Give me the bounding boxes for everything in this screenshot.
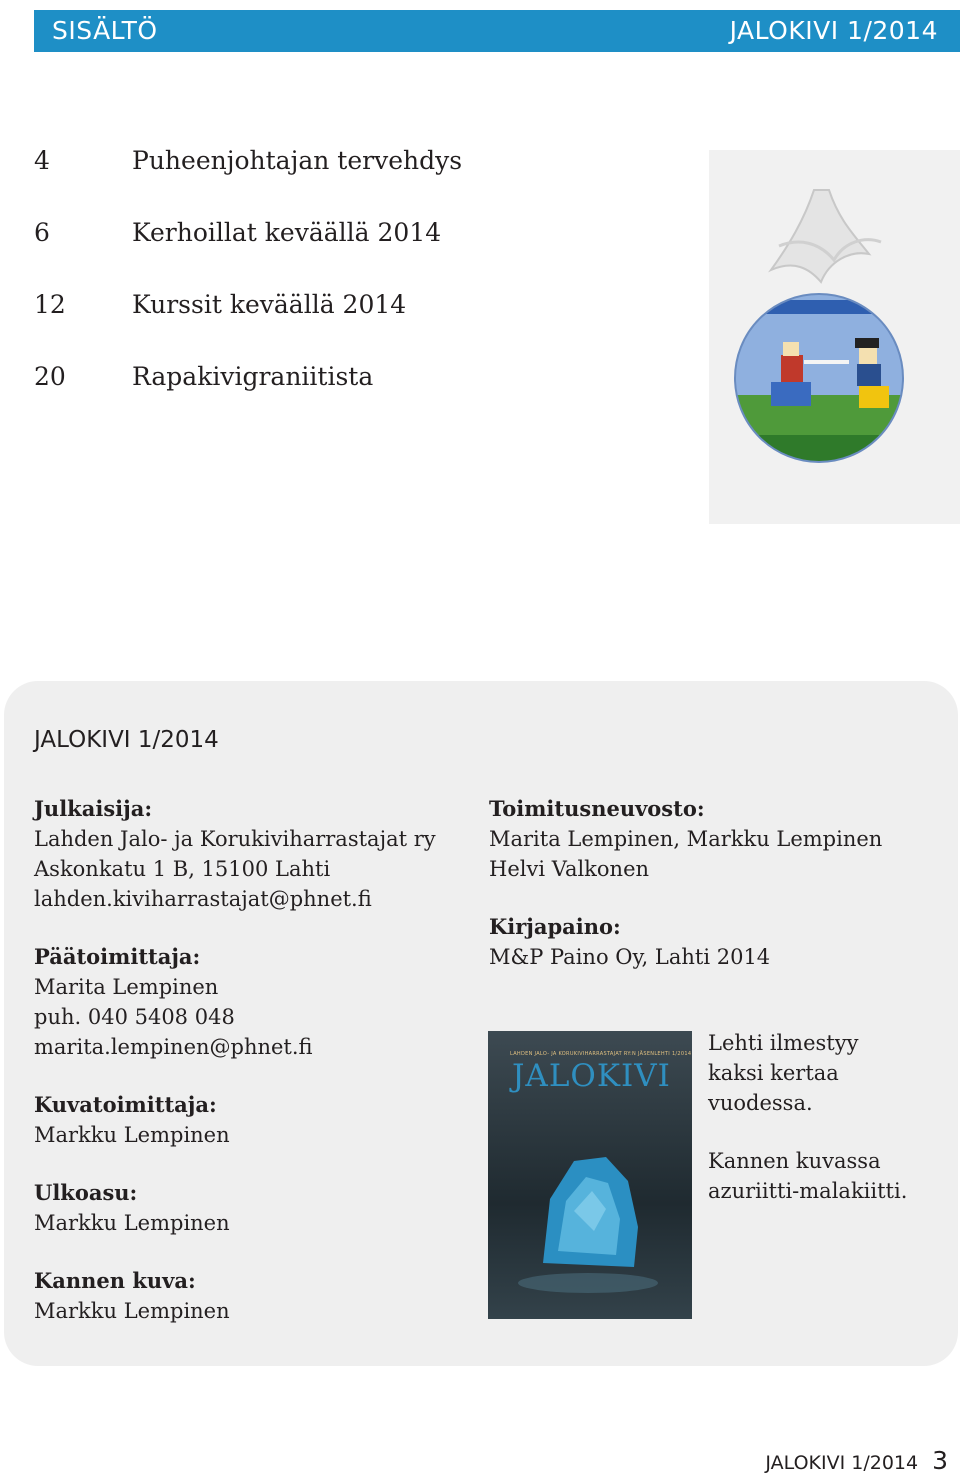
toc-item[interactable]: [34, 290, 654, 362]
layout-label: Ulkoasu:: [34, 1180, 138, 1205]
toc-item[interactable]: [34, 146, 654, 218]
toc-title: Kerhoillat keväällä 2014: [132, 218, 442, 247]
colophon-right-column: [489, 794, 949, 1000]
board-members: Marita Lempinen, Markku Lempinen: [489, 827, 883, 851]
cover-thumbnail: [488, 1031, 692, 1319]
layout-block: [34, 1178, 464, 1238]
publisher-name: Lahden Jalo- ja Korukiviharrastajat ry: [34, 827, 436, 851]
issue-label: JALOKIVI 1/2014: [729, 16, 938, 45]
section-title: SISÄLTÖ: [52, 16, 158, 45]
toc-item[interactable]: [34, 218, 654, 290]
note-line: Lehti ilmestyy: [708, 1031, 859, 1055]
beaded-ornament-photo: [709, 150, 960, 524]
toc-page-number: 6: [34, 218, 50, 247]
publisher-label: Julkaisija:: [34, 796, 153, 821]
note-line: azuriitti-malakiitti.: [708, 1179, 908, 1203]
toc-page-number: 20: [34, 362, 66, 391]
toc-page-number: 12: [34, 290, 66, 319]
board-block: [489, 794, 949, 884]
editor-label: Päätoimittaja:: [34, 944, 201, 969]
layout-name: Markku Lempinen: [34, 1211, 230, 1235]
toc-page-number: 4: [34, 146, 50, 175]
printer-block: [489, 912, 949, 972]
photo-editor-label: Kuvatoimittaja:: [34, 1092, 217, 1117]
publication-note: [708, 1028, 948, 1206]
section-header-bar: [34, 10, 960, 52]
toc-title: Puheenjohtajan tervehdys: [132, 146, 463, 175]
photo-editor-block: [34, 1090, 464, 1150]
cover-photo-label: Kannen kuva:: [34, 1268, 196, 1293]
colophon-panel: [4, 681, 958, 1366]
note-line: kaksi kertaa: [708, 1061, 839, 1085]
table-of-contents: [34, 146, 654, 434]
page-number: 3: [932, 1446, 948, 1475]
editor-name: Marita Lempinen: [34, 975, 219, 999]
publisher-email[interactable]: lahden.kiviharrastajat@phnet.fi: [34, 887, 372, 911]
toc-title: Kurssit keväällä 2014: [132, 290, 407, 319]
photo-editor-name: Markku Lempinen: [34, 1123, 230, 1147]
editor-email[interactable]: marita.lempinen@phnet.fi: [34, 1035, 313, 1059]
colophon-title: JALOKIVI 1/2014: [34, 727, 219, 753]
footer-issue: JALOKIVI 1/2014: [765, 1452, 919, 1474]
editor-block: [34, 942, 464, 1062]
board-members-2: Helvi Valkonen: [489, 857, 650, 881]
note-line: Kannen kuvassa: [708, 1149, 881, 1173]
cover-magazine-title: JALOKIVI: [512, 1058, 671, 1094]
cover-subtitle: LAHDEN JALO- JA KORUKIVIHARRASTAJAT RY:N JÄSENLEHTI 1/2014: [510, 1051, 692, 1057]
printer-name: M&P Paino Oy, Lahti 2014: [489, 945, 771, 969]
board-label: Toimitusneuvosto:: [489, 796, 705, 821]
cover-photo-name: Markku Lempinen: [34, 1299, 230, 1323]
toc-title: Rapakivigraniitista: [132, 362, 374, 391]
colophon-left-column: [34, 794, 464, 1354]
editor-phone: puh. 040 5408 048: [34, 1005, 235, 1029]
publisher-block: [34, 794, 464, 914]
note-line: vuodessa.: [708, 1091, 813, 1115]
toc-item[interactable]: [34, 362, 654, 434]
printer-label: Kirjapaino:: [489, 914, 621, 939]
publisher-address: Askonkatu 1 B, 15100 Lahti: [34, 857, 331, 881]
cover-photo-block: [34, 1266, 464, 1326]
